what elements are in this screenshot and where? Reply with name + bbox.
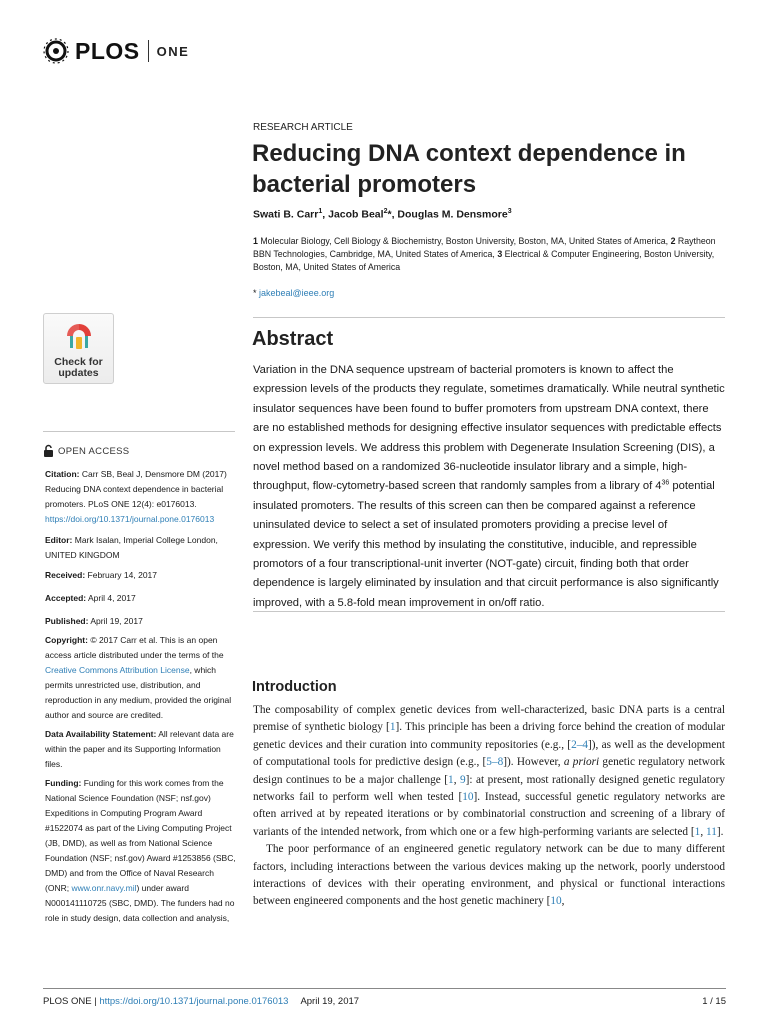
paragraph-text: ]). However,: [503, 756, 564, 769]
data-availability-block: [45, 727, 237, 772]
affiliation-number: 2: [670, 236, 676, 246]
reference-link[interactable]: 1: [448, 773, 454, 786]
abstract-body: [253, 361, 725, 613]
check-updates-icon: [64, 321, 94, 351]
open-lock-icon: [43, 444, 54, 458]
published-text: April 19, 2017: [88, 616, 143, 626]
corresponding-email: [253, 288, 334, 298]
footer-date: April 19, 2017: [300, 996, 360, 1007]
citation-label: Citation:: [45, 469, 80, 479]
published-block: [45, 614, 237, 629]
page-footer: [43, 996, 726, 1007]
paragraph-text: ]. Instead, successful genetic regulatory networks are often arrived at by repeated iterations or by combinatorial construction and screening of a library of variants of the intended network, from which one or a few high-performing variants are selected [: [253, 791, 725, 838]
article-type: RESEARCH ARTICLE: [253, 122, 353, 133]
footer-journal: PLOS ONE: [43, 996, 92, 1007]
affiliation-number: 3: [497, 249, 503, 259]
copyright-label: Copyright:: [45, 635, 88, 645]
author-name[interactable]: Douglas M. Densmore: [397, 208, 508, 221]
affiliation-text: Electrical & Computer Engineering, Boston University, Boston, MA, United States of America: [253, 249, 715, 272]
header-rule: [253, 317, 725, 318]
author-affil-sup: 3: [507, 208, 512, 215]
funding-block: [45, 776, 237, 926]
author-affil-sup: 2: [383, 208, 388, 215]
affiliation-text: Raytheon BBN Technologies, Cambridge, MA, United States of America,: [253, 236, 716, 259]
italic-text: a priori: [563, 756, 600, 769]
reference-link[interactable]: 10: [550, 895, 562, 908]
logo-journal: ONE: [156, 43, 190, 59]
check-for-updates-badge[interactable]: [43, 313, 114, 384]
citation-block: [45, 467, 237, 527]
author-name[interactable]: Jacob Beal: [328, 208, 384, 221]
citation-text: Carr SB, Beal J, Densmore DM (2017) Reducing DNA context dependence in bacterial promoters. PLoS ONE 12(4): e0176013.: [45, 469, 227, 509]
reference-link[interactable]: 10: [462, 791, 474, 804]
paragraph-text: ,: [561, 895, 565, 908]
data-availability-text: All relevant data are within the paper and its Supporting Information files.: [45, 729, 234, 769]
reference-link[interactable]: 1: [389, 721, 396, 734]
footer-rule: [43, 988, 726, 989]
title-line-1: Reducing DNA context dependence in: [252, 140, 686, 167]
reference-link[interactable]: 9: [460, 773, 466, 786]
paragraph-text: ]: at present, most rationally designed genetic regulatory networks fail to perform well when tested [: [253, 773, 725, 804]
reference-link[interactable]: 1: [694, 825, 701, 838]
introduction-body: [253, 702, 725, 911]
badge-line-2: updates: [58, 367, 99, 379]
received-block: [45, 568, 237, 583]
affiliations: [253, 235, 723, 274]
email-link[interactable]: jakebeal@ieee.org: [259, 288, 335, 298]
reference-link[interactable]: 5–8: [486, 756, 504, 769]
received-text: February 14, 2017: [85, 570, 157, 580]
affiliation-number: 1: [253, 236, 258, 246]
affiliation-text: Molecular Biology, Cell Biology & Biochemistry, Boston University, Boston, MA, United States of America,: [257, 236, 669, 246]
copyright-text: , which permits unrestricted use, distribution, and reproduction in any medium, provided the original author and source are credited.: [45, 665, 232, 720]
author-separator: ,: [391, 208, 398, 221]
funding-text: Funding for this work comes from the National Science Foundation (NSF; nsf.gov) Expeditions in Computing Program Award #1522074 as part of the Living Computing Project (JB, DMD), as well as from National Science Foundation (NSF; nsf.gov) Award #1253856 (SBC, DMD) and from the Office of Naval Research (ONR;: [45, 778, 236, 893]
copyright-block: [45, 633, 237, 723]
logo-brand: PLOS: [75, 37, 140, 64]
funding-text: ) under award N000141110725 (SBC, DMD). The funders had no role in study design, data collection and analysis,: [45, 883, 235, 923]
published-label: Published:: [45, 616, 89, 626]
logo-divider: [148, 40, 149, 62]
badge-text: [44, 357, 113, 379]
received-label: Received:: [45, 570, 86, 580]
title-line-2: bacterial promoters: [252, 171, 477, 198]
accepted-block: [45, 591, 237, 606]
accepted-text: April 4, 2017: [86, 593, 136, 603]
author-name[interactable]: Swati B. Carr: [253, 208, 319, 221]
abstract-text: potential insulated promoters. The results of this screen can then be compared against a reference uninsulated device to select a set of insulated promoters providing a precise level of expression. We verify this method by insulating the constitutive, inducible, and repressible promotors of a four transcriptional-unit inverter (NOT-gate) circuit, finding both that order dependence is largely eliminated by insulation and that circuit performance is also significantly improved, with a 5.8-fold mean improvement in on/off ratio.: [253, 480, 719, 609]
paragraph-text: ,: [453, 773, 460, 786]
corresponding-marker: *: [253, 288, 260, 298]
paragraph-text: ,: [700, 825, 706, 838]
reference-link[interactable]: 2–4: [571, 738, 589, 751]
paragraph-text: genetic regulatory network design continues to be a major challenge [: [253, 756, 725, 786]
open-access-label: [43, 444, 129, 458]
onr-link[interactable]: www.onr.navy.mil: [71, 883, 137, 893]
introduction-heading: Introduction: [252, 679, 337, 695]
plos-mark-icon: [43, 38, 69, 64]
reference-link[interactable]: 11: [705, 825, 717, 838]
paragraph-text: ]), as well as the development of computational tools for predictive design (e.g., [: [253, 738, 725, 769]
abstract-heading: Abstract: [252, 328, 334, 350]
data-availability-label: Data Availability Statement:: [45, 729, 157, 739]
abstract-text: Variation in the DNA sequence upstream of bacterial promoters is known to affect the expression levels of the products they regulate, sometimes dramatically. While neutral synthetic insulator sequences have been found to buffer promoters from upstream DNA context, there are no established methods for designing effective insulator sequences with predictable effects on expression levels. We address this problem with Degenerate Insulation Screening (DIS), a novel method based on a randomized 36-nucleotide insulator library and a simple, high-throughput, flow-cytometry-based screen that randomly samples from a library of 4: [253, 364, 725, 493]
plos-logo: [43, 36, 189, 66]
paragraph-text: ].: [716, 825, 724, 838]
author-list: [253, 208, 723, 221]
funding-label: Funding:: [45, 778, 82, 788]
abstract-superscript: 36: [661, 479, 670, 487]
editor-text: Mark Isalan, Imperial College London, UNITED KINGDOM: [45, 535, 218, 560]
footer-separator: |: [91, 996, 100, 1007]
citation-doi-link[interactable]: https://doi.org/10.1371/journal.pone.0176013: [45, 514, 215, 524]
page-number: 1 / 15: [702, 996, 726, 1007]
paragraph-text: The composability of complex genetic devices from well-characterized, basic DNA parts is a central premise of synthetic biology [: [253, 704, 725, 734]
sidebar-top-rule: [43, 431, 235, 432]
introduction-paragraph: [253, 841, 725, 911]
corresponding-mark: *: [387, 208, 392, 221]
editor-block: [45, 533, 237, 563]
copyright-text: © 2017 Carr et al. This is an open access article distributed under the terms of the: [45, 635, 224, 660]
badge-line-1: Check for: [54, 356, 103, 368]
paragraph-text: ]. This principle has been a driving force behind the creation of modular genetic devices and their curation into community repositories (e.g., [: [253, 721, 725, 751]
author-separator: ,: [322, 208, 329, 221]
accepted-label: Accepted:: [45, 593, 87, 603]
author-affil-sup: 1: [318, 208, 323, 215]
article-title: [252, 138, 732, 200]
license-link[interactable]: Creative Commons Attribution License: [45, 665, 190, 675]
footer-doi-link[interactable]: https://doi.org/10.1371/journal.pone.0176013: [99, 996, 289, 1007]
paragraph-text: The poor performance of an engineered genetic regulatory network can be due to many different factors, including interactions between the various devices making up the network, poorly understood interactions of devices with their operating environment, and physical or functional interactions between engineered components and the host genetic machinery [: [253, 843, 725, 908]
editor-label: Editor:: [45, 535, 73, 545]
introduction-paragraph: [253, 702, 725, 841]
open-access-text: OPEN ACCESS: [58, 445, 130, 457]
